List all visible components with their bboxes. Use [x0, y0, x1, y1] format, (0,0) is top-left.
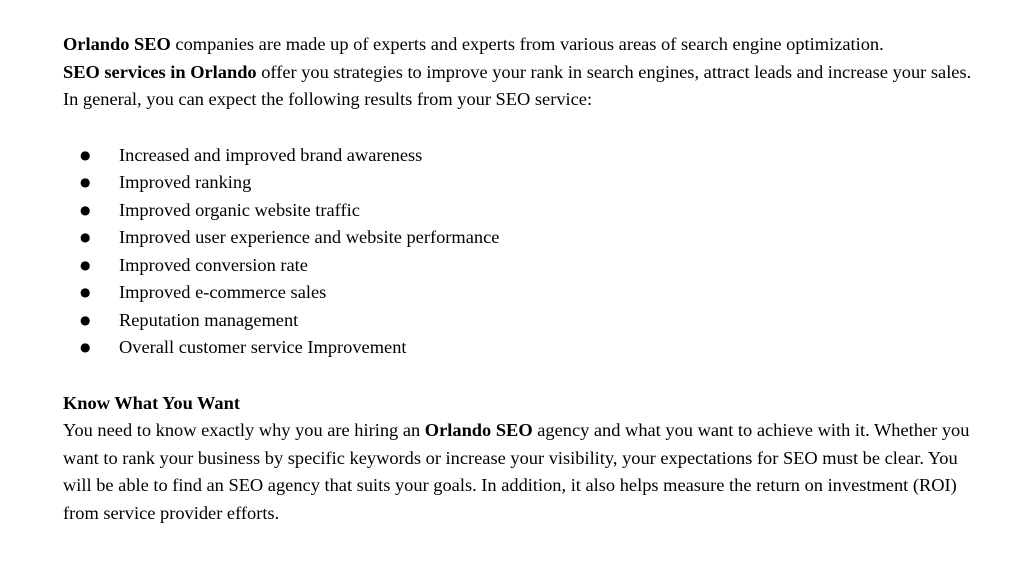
- section-paragraph: [63, 417, 973, 527]
- section-heading: Know What You Want: [63, 392, 240, 413]
- list-item: [63, 169, 973, 197]
- intro-text-1: companies are made up of experts and experts from various areas of search engine optimization.: [170, 34, 884, 54]
- bullet-icon: ●: [80, 175, 91, 189]
- results-list: [63, 142, 973, 362]
- spacer: [63, 114, 973, 142]
- intro-bold-seo-services: SEO services in Orlando: [63, 61, 257, 82]
- list-item: [63, 307, 973, 335]
- bullet-icon: ●: [80, 230, 91, 244]
- spacer: [63, 362, 973, 390]
- intro-text-2: offer you strategies to improve your rank in search engines, attract leads and increase your sales. In general, you can expect the following results from your SEO service:: [63, 61, 972, 109]
- list-item-text: Increased and improved brand awareness: [119, 144, 423, 165]
- section-text-1: You need to know exactly why you are hiring an: [63, 420, 425, 440]
- list-item-text: Improved conversion rate: [119, 254, 308, 275]
- section-bold-orlando-seo: Orlando SEO: [424, 420, 533, 440]
- list-item-text: Overall customer service Improvement: [119, 337, 407, 357]
- section-text-2: agency and what you want to achieve with it. Whether you want to rank your business by specific keywords or increase your visibility, your expectations for SEO must be clear. You will be able to find an SEO agency that suits your goals. In addition, it also helps measure the return on investment (ROI) from service provider efforts.: [63, 420, 970, 523]
- bullet-icon: ●: [80, 202, 91, 217]
- bullet-icon: ●: [80, 257, 91, 272]
- bullet-icon: ●: [80, 147, 91, 162]
- list-item: [63, 224, 973, 252]
- bullet-icon: ●: [80, 340, 91, 354]
- list-item: [63, 279, 973, 307]
- bullet-icon: ●: [80, 312, 91, 327]
- intro-paragraph: [63, 31, 973, 114]
- list-item-text: Improved e-commerce sales: [119, 282, 327, 302]
- list-item: [63, 197, 973, 225]
- bullet-icon: ●: [80, 285, 91, 299]
- list-item-text: Improved user experience and website performance: [119, 227, 500, 247]
- list-item: [63, 142, 973, 170]
- list-item-text: Improved organic website traffic: [119, 199, 360, 220]
- list-item: [63, 334, 973, 362]
- intro-bold-orlando-seo: Orlando SEO: [63, 34, 171, 54]
- list-item-text: Improved ranking: [119, 172, 252, 192]
- list-item-text: Reputation management: [119, 309, 299, 330]
- document-page: [63, 31, 973, 527]
- list-item: [63, 252, 973, 280]
